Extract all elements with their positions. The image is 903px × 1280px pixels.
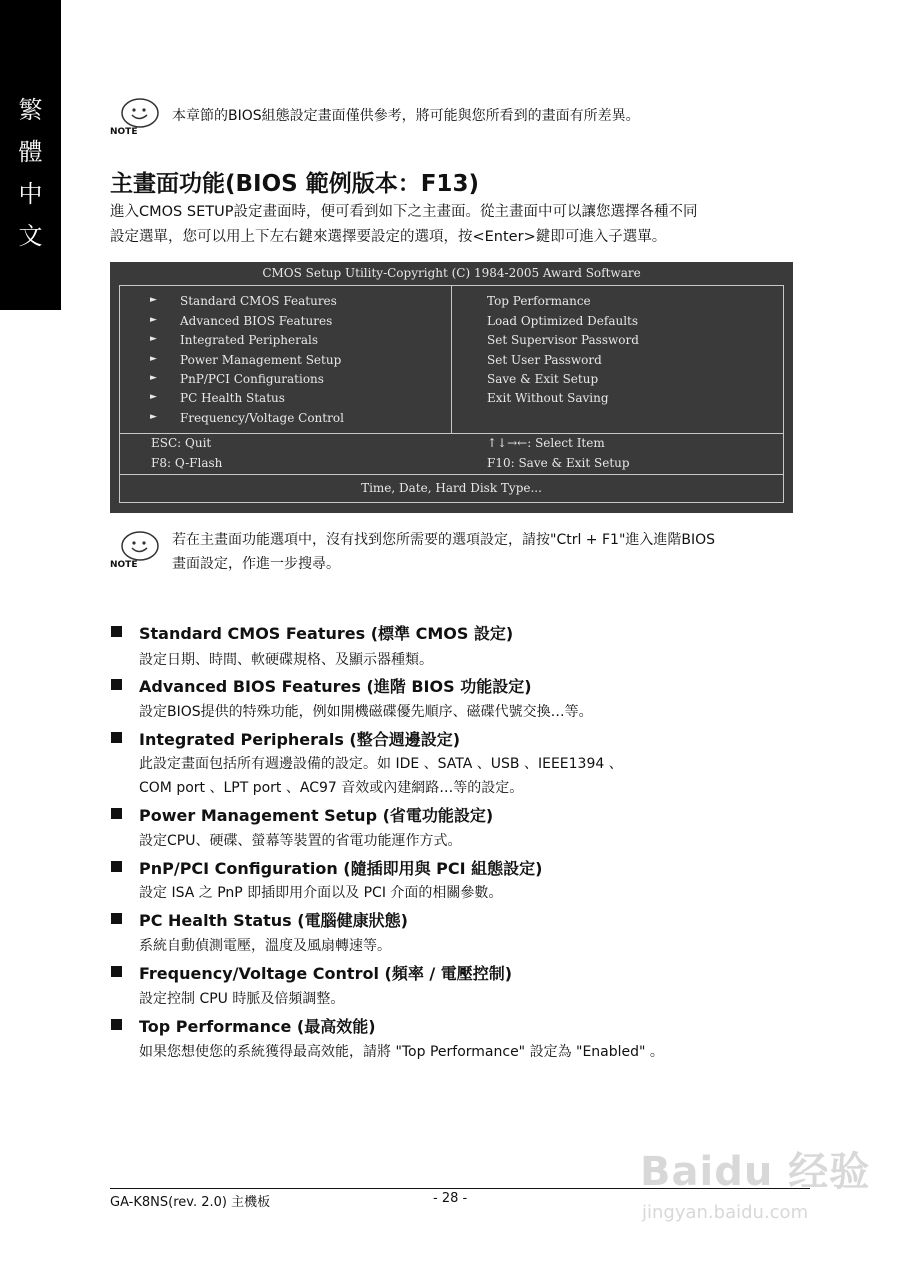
key-hint-f10: F10: Save & Exit Setup [487,456,630,470]
intro-paragraph [110,200,800,250]
bios-screen [110,262,793,513]
section-title: PC Health Status (電腦健康狀態) [139,911,408,930]
note-label: NOTE [110,560,138,568]
section-desc: 系統自動偵測電壓，溫度及風扇轉速等。 [139,938,391,954]
intro-line: 進入CMOS SETUP設定畫面時，便可看到如下之主畫面。從主畫面中可以讓您選擇各種不同 [110,204,698,220]
side-tab-char: 文 [18,222,43,250]
bullet-square-icon [111,626,122,637]
section-desc: 設定 ISA 之 PnP 即插即用介面以及 PCI 介面的相關參數。 [139,885,503,901]
section-desc: COM port 、LPT port 、AC97 音效或內建網路…等的設定。 [139,780,524,796]
side-language-tab [0,0,61,310]
section-title: Power Management Setup (省電功能設定) [139,806,494,825]
section-title: Frequency/Voltage Control (頻率 / 電壓控制) [139,964,513,983]
arrow-icon: ► [150,315,157,325]
side-tab-char: 中 [18,180,43,208]
note-line: 畫面設定，作進一步搜尋。 [172,556,340,572]
bios-menu-item[interactable]: Standard CMOS Features [180,294,337,308]
watermark-brand: Baidu 经验 [640,1149,871,1195]
bios-divider [120,433,783,434]
section-title: Advanced BIOS Features (進階 BIOS 功能設定) [139,677,532,696]
section-desc: 設定控制 CPU 時脈及倍頻調整。 [139,991,345,1007]
section-title: Top Performance (最高效能) [139,1017,376,1036]
section-desc: 設定日期、時間、軟硬碟規格、及顯示器種類。 [139,652,433,668]
bios-divider [120,474,783,475]
bios-menu-item[interactable]: Set User Password [487,353,602,367]
note-line: 若在主畫面功能選項中，沒有找到您所需要的選項設定，請按"Ctrl + F1"進入進階BIOS [172,532,716,548]
arrow-icon: ► [150,373,157,383]
bullet-square-icon [111,679,122,690]
bios-menu-item[interactable]: Power Management Setup [180,353,342,367]
page-title: 主畫面功能(BIOS 範例版本：F13) [110,171,479,197]
bullet-square-icon [111,732,122,743]
bios-menu-item[interactable]: PnP/PCI Configurations [180,372,324,386]
section-desc: 如果您想使您的系統獲得最高效能，請將 "Top Performance" 設定為 "Enabled" 。 [139,1044,664,1060]
note-icon [110,95,162,135]
bios-menu-item[interactable]: Save & Exit Setup [487,372,599,386]
side-tab-char: 體 [18,138,43,166]
watermark-url: jingyan.baidu.com [642,1202,809,1223]
bullet-square-icon [111,966,122,977]
bullet-square-icon [111,913,122,924]
bullet-square-icon [111,861,122,872]
bios-title: CMOS Setup Utility-Copyright (C) 1984-2005 Award Software [262,266,641,280]
bios-menu-item[interactable]: Top Performance [487,294,591,308]
note-icon [110,528,162,568]
bios-menu-item[interactable]: Exit Without Saving [487,391,609,405]
section-title: Integrated Peripherals (整合週邊設定) [139,730,461,749]
section-desc: 設定BIOS提供的特殊功能，例如開機磁碟優先順序、磁碟代號交換…等。 [139,704,593,720]
arrow-icon: ► [150,295,157,305]
bios-menu-item[interactable]: Load Optimized Defaults [487,314,639,328]
bios-menu-item[interactable]: Frequency/Voltage Control [180,411,344,425]
bios-menu-item[interactable]: Integrated Peripherals [180,333,318,347]
arrow-icon: ► [150,334,157,344]
section-desc: 設定CPU、硬碟、螢幕等裝置的省電功能運作方式。 [139,833,462,849]
note-label: NOTE [110,127,138,135]
page-number: - 28 - [433,1191,468,1206]
section-desc: 此設定畫面包括所有週邊設備的設定。如 IDE 、SATA 、USB 、IEEE1394 、 [139,756,623,772]
side-tab-char: 繁 [18,96,43,124]
intro-line: 設定選單，您可以用上下左右鍵來選擇要設定的選項，按<Enter>鍵即可進入子選單。 [110,229,667,245]
arrow-icon: ► [150,354,157,364]
key-hint-f8: F8: Q-Flash [151,456,223,470]
note-text: 本章節的BIOS組態設定畫面僅供參考，將可能與您所看到的畫面有所差異。 [172,108,640,124]
bullet-square-icon [111,1019,122,1030]
bios-menu-item[interactable]: Advanced BIOS Features [180,314,333,328]
note-text [172,528,802,576]
bios-status-line: Time, Date, Hard Disk Type... [361,481,542,495]
bios-divider [451,286,452,433]
key-hint-select: ↑↓→←: Select Item [487,436,605,450]
footer-product: GA-K8NS(rev. 2.0) 主機板 [110,1195,271,1210]
bios-menu-item[interactable]: PC Health Status [180,391,285,405]
arrow-icon: ► [150,392,157,402]
key-hint-esc: ESC: Quit [151,436,212,450]
section-title: PnP/PCI Configuration (隨插即用與 PCI 組態設定) [139,859,543,878]
bullet-square-icon [111,808,122,819]
bios-menu-item[interactable]: Set Supervisor Password [487,333,639,347]
arrow-icon: ► [150,412,157,422]
section-title: Standard CMOS Features (標準 CMOS 設定) [139,624,514,643]
